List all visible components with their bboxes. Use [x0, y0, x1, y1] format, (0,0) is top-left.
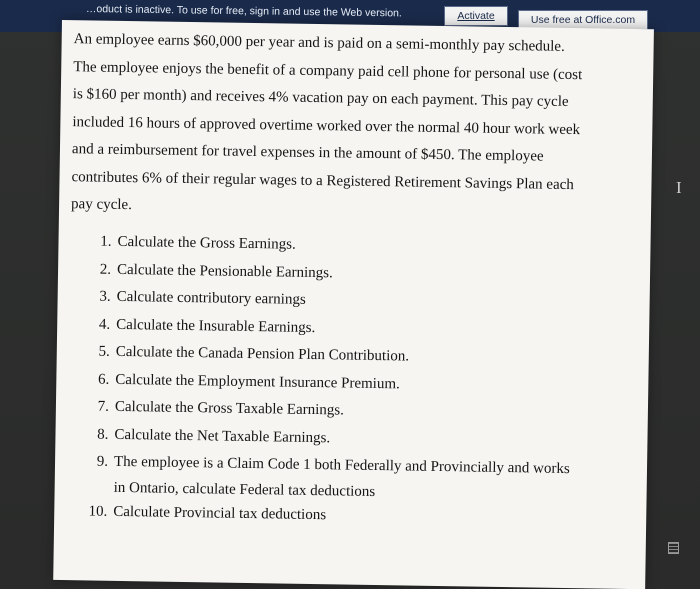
question-number: 9.	[96, 453, 109, 470]
activate-button[interactable]: Activate	[444, 6, 508, 26]
question-text: Calculate the Gross Taxable Earnings.	[114, 398, 345, 419]
question-number: 6.	[97, 371, 110, 388]
paragraph-line: pay cycle.	[70, 196, 133, 214]
notice-text: …oduct is inactive. To use for free, sign in and use the Web version.	[85, 3, 402, 20]
question-text: Calculate the Canada Pension Plan Contribution.	[115, 343, 410, 365]
question-continuation: in Ontario, calculate Federal tax deductions	[113, 479, 376, 500]
question-number: 1.	[100, 233, 112, 250]
question-number: 2.	[99, 261, 112, 278]
paragraph-line: and a reimbursement for travel expenses in the amount of $450. The employee	[71, 141, 544, 165]
question-text: The employee is a Claim Code 1 both Federally and Provincially and works	[113, 453, 570, 478]
question-number: 10.	[88, 502, 108, 520]
question-text: Calculate the Insurable Earnings.	[116, 316, 316, 336]
question-text: Calculate Provincial tax deductions	[113, 503, 327, 523]
problem-paragraph	[71, 26, 634, 227]
document-page	[53, 20, 654, 589]
question-number: 8.	[97, 426, 109, 443]
paragraph-line: The employee enjoys the benefit of a company paid cell phone for personal use (cost	[73, 58, 583, 83]
paragraph-line: is $160 per month) and receives 4% vacation pay on each payment. This pay cycle	[72, 86, 569, 110]
use-free-office-button[interactable]: Use free at Office.com	[518, 10, 648, 30]
question-text: Calculate contributory earnings	[116, 288, 306, 308]
paragraph-line: contributes 6% of their regular wages to a Registered Retirement Savings Plan each	[71, 168, 574, 193]
text-cursor-icon: I	[676, 178, 682, 197]
document-corner-icon	[668, 542, 679, 554]
question-number: 7.	[97, 398, 110, 415]
question-text: Calculate the Employment Insurance Premium.	[115, 371, 400, 392]
question-list	[84, 228, 629, 533]
question-number: 4.	[98, 316, 111, 333]
question-text: Calculate the Gross Earnings.	[117, 233, 296, 253]
paragraph-line: An employee earns $60,000 per year and is paid on a semi-monthly pay schedule.	[73, 31, 565, 55]
question-text: Calculate the Pensionable Earnings.	[116, 261, 333, 281]
question-number: 3.	[99, 288, 111, 305]
question-text: Calculate the Net Taxable Earnings.	[114, 426, 331, 446]
paragraph-line: included 16 hours of approved overtime worked over the normal 40 hour work week	[72, 113, 581, 138]
question-number: 5.	[98, 343, 110, 360]
